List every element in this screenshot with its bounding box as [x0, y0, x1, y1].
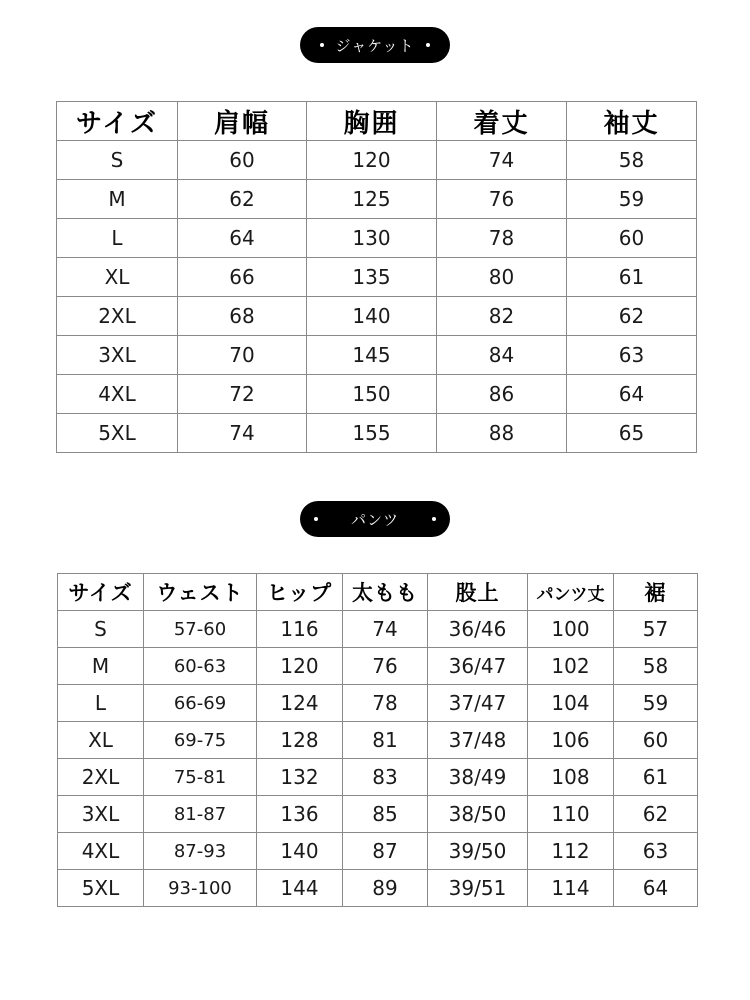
measurement-cell: 155	[307, 414, 437, 453]
column-header: パンツ丈	[528, 574, 614, 611]
measurement-cell: 128	[257, 722, 343, 759]
measurement-cell: 108	[528, 759, 614, 796]
measurement-cell: 60-63	[144, 648, 257, 685]
size-cell: XL	[57, 258, 178, 297]
measurement-cell: 66	[178, 258, 307, 297]
measurement-cell: 57	[614, 611, 698, 648]
pants-title: パンツ	[350, 510, 399, 529]
measurement-cell: 110	[528, 796, 614, 833]
measurement-cell: 74	[343, 611, 428, 648]
measurement-cell: 57-60	[144, 611, 257, 648]
measurement-cell: 61	[614, 759, 698, 796]
measurement-cell: 38/49	[428, 759, 528, 796]
measurement-cell: 104	[528, 685, 614, 722]
measurement-cell: 81	[343, 722, 428, 759]
measurement-cell: 58	[614, 648, 698, 685]
measurement-cell: 37/48	[428, 722, 528, 759]
measurement-cell: 150	[307, 375, 437, 414]
table-row	[58, 759, 698, 796]
table-row	[58, 796, 698, 833]
measurement-cell: 135	[307, 258, 437, 297]
table-row	[58, 611, 698, 648]
measurement-cell: 60	[567, 219, 697, 258]
jacket-section-label	[300, 27, 450, 63]
measurement-cell: 88	[437, 414, 567, 453]
measurement-cell: 145	[307, 336, 437, 375]
measurement-cell: 82	[437, 297, 567, 336]
measurement-cell: 64	[567, 375, 697, 414]
measurement-cell: 59	[614, 685, 698, 722]
measurement-cell: 80	[437, 258, 567, 297]
measurement-cell: 116	[257, 611, 343, 648]
measurement-cell: 61	[567, 258, 697, 297]
column-header: 股上	[428, 574, 528, 611]
measurement-cell: 66-69	[144, 685, 257, 722]
measurement-cell: 100	[528, 611, 614, 648]
measurement-cell: 81-87	[144, 796, 257, 833]
size-cell: M	[57, 180, 178, 219]
table-row	[58, 870, 698, 907]
column-header: ヒップ	[257, 574, 343, 611]
column-header: 裾	[614, 574, 698, 611]
measurement-cell: 64	[614, 870, 698, 907]
measurement-cell: 72	[178, 375, 307, 414]
size-cell: 3XL	[58, 796, 144, 833]
measurement-cell: 124	[257, 685, 343, 722]
jacket-title: ジャケット	[335, 36, 415, 55]
size-cell: 4XL	[57, 375, 178, 414]
table-row	[57, 336, 697, 375]
size-cell: L	[58, 685, 144, 722]
bullet-dot-icon	[320, 43, 324, 47]
table-row	[58, 685, 698, 722]
measurement-cell: 62	[178, 180, 307, 219]
measurement-cell: 87-93	[144, 833, 257, 870]
measurement-cell: 64	[178, 219, 307, 258]
measurement-cell: 93-100	[144, 870, 257, 907]
pants-size-table	[57, 573, 698, 907]
size-cell: XL	[58, 722, 144, 759]
size-cell: 5XL	[58, 870, 144, 907]
measurement-cell: 112	[528, 833, 614, 870]
bullet-dot-icon	[432, 517, 436, 521]
measurement-cell: 63	[614, 833, 698, 870]
column-header: 袖丈	[567, 102, 697, 141]
measurement-cell: 78	[437, 219, 567, 258]
column-header: サイズ	[58, 574, 144, 611]
measurement-cell: 36/46	[428, 611, 528, 648]
table-row	[58, 722, 698, 759]
bullet-dot-icon	[314, 517, 318, 521]
measurement-cell: 39/51	[428, 870, 528, 907]
measurement-cell: 70	[178, 336, 307, 375]
measurement-cell: 63	[567, 336, 697, 375]
measurement-cell: 38/50	[428, 796, 528, 833]
measurement-cell: 87	[343, 833, 428, 870]
size-cell: 2XL	[58, 759, 144, 796]
measurement-cell: 74	[178, 414, 307, 453]
size-cell: 5XL	[57, 414, 178, 453]
size-cell: 2XL	[57, 297, 178, 336]
size-cell: 4XL	[58, 833, 144, 870]
column-header: ウェスト	[144, 574, 257, 611]
table-row	[57, 297, 697, 336]
table-row	[57, 180, 697, 219]
measurement-cell: 84	[437, 336, 567, 375]
column-header: 胸囲	[307, 102, 437, 141]
measurement-cell: 140	[307, 297, 437, 336]
measurement-cell: 74	[437, 141, 567, 180]
measurement-cell: 39/50	[428, 833, 528, 870]
column-header: 着丈	[437, 102, 567, 141]
measurement-cell: 114	[528, 870, 614, 907]
measurement-cell: 130	[307, 219, 437, 258]
measurement-cell: 76	[437, 180, 567, 219]
measurement-cell: 62	[567, 297, 697, 336]
measurement-cell: 59	[567, 180, 697, 219]
measurement-cell: 78	[343, 685, 428, 722]
column-header: 肩幅	[178, 102, 307, 141]
table-row	[57, 141, 697, 180]
measurement-cell: 102	[528, 648, 614, 685]
measurement-cell: 76	[343, 648, 428, 685]
bullet-dot-icon	[426, 43, 430, 47]
column-header: サイズ	[57, 102, 178, 141]
jacket-size-table	[56, 101, 697, 453]
measurement-cell: 68	[178, 297, 307, 336]
table-row	[57, 219, 697, 258]
table-row	[58, 648, 698, 685]
measurement-cell: 83	[343, 759, 428, 796]
table-row	[57, 258, 697, 297]
measurement-cell: 120	[307, 141, 437, 180]
measurement-cell: 69-75	[144, 722, 257, 759]
measurement-cell: 58	[567, 141, 697, 180]
size-cell: M	[58, 648, 144, 685]
measurement-cell: 65	[567, 414, 697, 453]
measurement-cell: 106	[528, 722, 614, 759]
measurement-cell: 86	[437, 375, 567, 414]
column-header: 太もも	[343, 574, 428, 611]
pants-section-label	[300, 501, 450, 537]
table-header-row	[58, 574, 698, 611]
measurement-cell: 36/47	[428, 648, 528, 685]
table-row	[57, 375, 697, 414]
measurement-cell: 132	[257, 759, 343, 796]
measurement-cell: 144	[257, 870, 343, 907]
measurement-cell: 62	[614, 796, 698, 833]
measurement-cell: 89	[343, 870, 428, 907]
size-cell: S	[57, 141, 178, 180]
size-cell: 3XL	[57, 336, 178, 375]
measurement-cell: 75-81	[144, 759, 257, 796]
measurement-cell: 136	[257, 796, 343, 833]
size-cell: S	[58, 611, 144, 648]
measurement-cell: 125	[307, 180, 437, 219]
measurement-cell: 37/47	[428, 685, 528, 722]
measurement-cell: 120	[257, 648, 343, 685]
measurement-cell: 140	[257, 833, 343, 870]
measurement-cell: 60	[178, 141, 307, 180]
measurement-cell: 85	[343, 796, 428, 833]
table-header-row	[57, 102, 697, 141]
measurement-cell: 60	[614, 722, 698, 759]
table-row	[58, 833, 698, 870]
table-row	[57, 414, 697, 453]
size-cell: L	[57, 219, 178, 258]
